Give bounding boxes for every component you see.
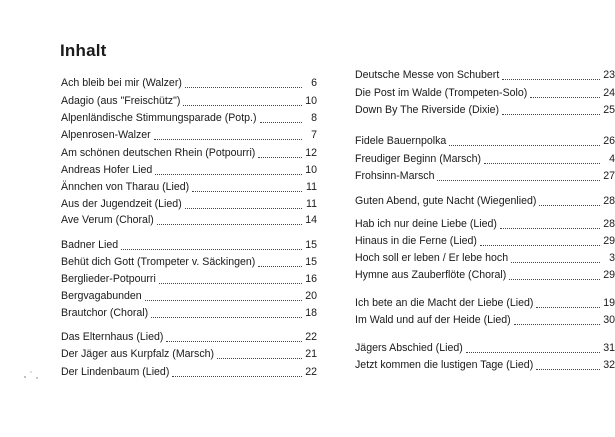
entry-title: Behüt dich Gott (Trompeter v. Säckingen) (61, 256, 256, 268)
toc-entry (61, 346, 317, 362)
dot-leader (437, 171, 600, 181)
entry-page-number: 11 (306, 198, 317, 210)
entry-page-number: 22 (305, 366, 317, 378)
entry-page-number: 15 (305, 239, 317, 251)
entry-title: Das Elternhaus (Lied) (61, 331, 164, 343)
dot-leader (480, 236, 600, 246)
entry-page-number: 3 (609, 252, 615, 264)
toc-entry (355, 85, 615, 101)
entry-title: Ave Verum (Choral) (61, 214, 154, 226)
entry-page-number: 10 (305, 164, 317, 176)
entry-page-number: 18 (305, 307, 317, 319)
entry-title: Jetzt kommen die lustigen Tage (Lied) (355, 359, 534, 371)
entry-page-number: 11 (306, 181, 317, 193)
entry-page-number: 7 (311, 129, 317, 141)
dot-leader (536, 298, 600, 308)
toc-entry (61, 364, 317, 380)
entry-page-number: 31 (603, 342, 615, 354)
dot-leader (484, 154, 600, 164)
entry-title: Adagio (aus "Freischütz") (61, 95, 181, 107)
scan-specks (22, 368, 42, 382)
dot-leader (260, 113, 302, 123)
entry-title: Badner Lied (61, 239, 119, 251)
dot-leader (159, 274, 302, 284)
toc-entry (355, 267, 615, 283)
toc-entry (355, 102, 615, 118)
toc-entry (355, 340, 615, 356)
dot-leader (500, 219, 600, 229)
dot-leader (155, 165, 302, 175)
toc-entry (355, 250, 615, 266)
entry-page-number: 10 (305, 95, 317, 107)
entry-title: Brautchor (Choral) (61, 307, 149, 319)
toc-entry (61, 162, 317, 178)
dot-leader (172, 367, 302, 377)
dot-leader (166, 332, 302, 342)
toc-entry (61, 196, 317, 212)
toc-entry (61, 145, 317, 161)
dot-leader (449, 136, 600, 146)
entry-title: Bergvagabunden (61, 290, 142, 302)
dot-leader (530, 88, 600, 98)
entry-page-number: 22 (305, 331, 317, 343)
entry-title: Aus der Jugendzeit (Lied) (61, 198, 182, 210)
toc-entry (355, 193, 615, 209)
toc-entry (61, 127, 317, 143)
dot-leader (509, 270, 600, 280)
entry-page-number: 14 (305, 214, 317, 226)
toc-entry (61, 75, 317, 91)
toc-entry (355, 233, 615, 249)
dot-leader (185, 199, 302, 209)
toc-entry (61, 93, 317, 109)
dot-leader (258, 257, 302, 267)
dot-leader (121, 240, 302, 250)
toc-entry (61, 305, 317, 321)
entry-page-number: 25 (603, 104, 615, 116)
toc-entry (355, 357, 615, 373)
toc-entry (355, 312, 615, 328)
entry-page-number: 8 (311, 112, 317, 124)
toc-entry (61, 110, 317, 126)
dot-leader (539, 196, 600, 206)
toc-entry (355, 67, 615, 83)
dot-leader (183, 96, 302, 106)
dot-leader (502, 70, 600, 80)
toc-entry (61, 254, 317, 270)
entry-title: Ach bleib bei mir (Walzer) (61, 77, 182, 89)
entry-page-number: 28 (603, 218, 615, 230)
dot-leader (514, 315, 600, 325)
entry-page-number: 24 (603, 87, 615, 99)
dot-leader (466, 343, 600, 353)
entry-title: Alpenländische Stimmungsparade (Potp.) (61, 112, 257, 124)
entry-title: Fidele Bauernpolka (355, 135, 447, 147)
toc-entry (61, 179, 317, 195)
entry-page-number: 19 (603, 297, 615, 309)
entry-title: Guten Abend, gute Nacht (Wiegenlied) (355, 195, 537, 207)
entry-page-number: 6 (311, 77, 317, 89)
dot-leader (185, 78, 302, 88)
entry-page-number: 26 (603, 135, 615, 147)
toc-entry (355, 216, 615, 232)
entry-page-number: 29 (603, 269, 615, 281)
entry-page-number: 16 (305, 273, 317, 285)
toc-entry (61, 271, 317, 287)
dot-leader (217, 349, 302, 359)
dot-leader (192, 182, 302, 192)
entry-title: Die Post im Walde (Trompeten-Solo) (355, 87, 528, 99)
entry-title: Hab ich nur deine Liebe (Lied) (355, 218, 497, 230)
entry-title: Hinaus in die Ferne (Lied) (355, 235, 477, 247)
page-title: Inhalt (60, 41, 107, 60)
entry-title: Freudiger Beginn (Marsch) (355, 153, 481, 165)
entry-title: Im Wald und auf der Heide (Lied) (355, 314, 511, 326)
entry-title: Ännchen von Tharau (Lied) (61, 181, 190, 193)
entry-title: Der Jäger aus Kurpfalz (Marsch) (61, 348, 215, 360)
entry-page-number: 30 (603, 314, 615, 326)
entry-title: Am schönen deutschen Rhein (Potpourri) (61, 147, 256, 159)
entry-title: Andreas Hofer Lied (61, 164, 153, 176)
dot-leader (536, 360, 600, 370)
entry-page-number: 29 (603, 235, 615, 247)
entry-title: Frohsinn-Marsch (355, 170, 435, 182)
toc-entry (355, 295, 615, 311)
toc-entry (61, 329, 317, 345)
dot-leader (151, 308, 302, 318)
entry-title: Berglieder-Potpourri (61, 273, 156, 285)
entry-page-number: 27 (603, 170, 615, 182)
entry-title: Jägers Abschied (Lied) (355, 342, 463, 354)
toc-entry (61, 288, 317, 304)
entry-title: Ich bete an die Macht der Liebe (Lied) (355, 297, 534, 309)
entry-title: Alpenrosen-Walzer (61, 129, 151, 141)
entry-page-number: 28 (603, 195, 615, 207)
toc-entry (355, 133, 615, 149)
dot-leader (154, 130, 302, 140)
entry-page-number: 21 (305, 348, 317, 360)
entry-title: Hoch soll er leben / Er lebe hoch (355, 252, 509, 264)
dot-leader (258, 148, 302, 158)
entry-page-number: 4 (609, 153, 615, 165)
toc-entry (61, 212, 317, 228)
dot-leader (511, 253, 600, 263)
entry-page-number: 32 (603, 359, 615, 371)
entry-page-number: 15 (305, 256, 317, 268)
entry-page-number: 12 (305, 147, 317, 159)
entry-title: Deutsche Messe von Schubert (355, 69, 500, 81)
entry-title: Down By The Riverside (Dixie) (355, 104, 500, 116)
toc-entry (355, 151, 615, 167)
dot-leader (145, 291, 302, 301)
toc-entry (355, 168, 615, 184)
dot-leader (157, 215, 302, 225)
entry-page-number: 23 (603, 69, 615, 81)
toc-entry (61, 237, 317, 253)
entry-page-number: 20 (305, 290, 317, 302)
entry-title: Hymne aus Zauberflöte (Choral) (355, 269, 507, 281)
entry-title: Der Lindenbaum (Lied) (61, 366, 170, 378)
dot-leader (502, 105, 600, 115)
